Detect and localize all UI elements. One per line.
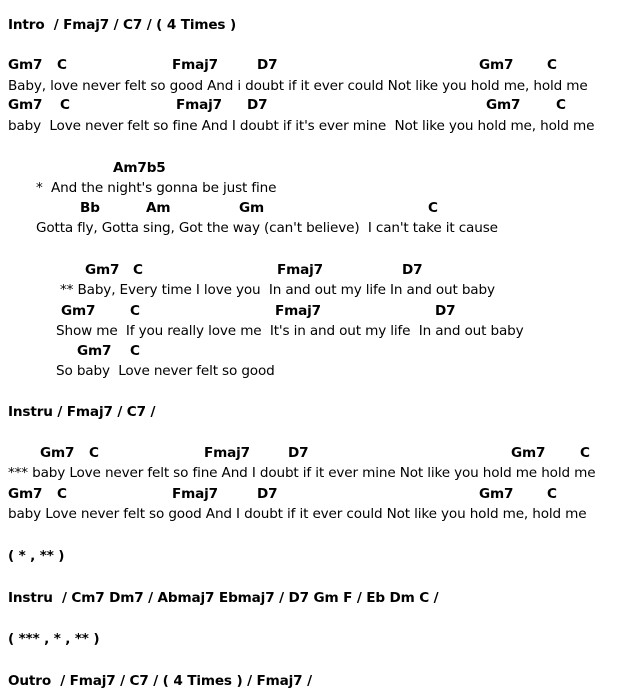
intro-line: Intro / Fmaj7 / C7 / ( 4 Times ) [8, 17, 237, 33]
chord-c: C [556, 97, 566, 113]
chord-fmaj7: Fmaj7 [172, 57, 218, 73]
repeat-marker: ( * , ** ) [8, 548, 65, 564]
chord-c: C [57, 486, 67, 502]
chord-c: C [130, 343, 140, 359]
chord-gm: Gm [239, 200, 265, 216]
chord-fmaj7: Fmaj7 [204, 445, 250, 461]
repeat-marker: ( *** , * , ** ) [8, 631, 100, 647]
chord-c: C [133, 262, 143, 278]
chord-c: C [130, 303, 140, 319]
lyric-line: baby Love never felt so fine And I doubt if it's ever mine Not like you hold me, hold me [8, 118, 595, 134]
instru-line: Instru / Fmaj7 / C7 / [8, 404, 156, 420]
chord-gm7: Gm7 [8, 97, 43, 113]
chord-gm7: Gm7 [8, 486, 43, 502]
chord-gm7: Gm7 [479, 57, 514, 73]
chord-gm7: Gm7 [61, 303, 96, 319]
chord-bb: Bb [80, 200, 100, 216]
chord-c: C [547, 486, 557, 502]
chord-fmaj7: Fmaj7 [277, 262, 323, 278]
chord-gm7: Gm7 [486, 97, 521, 113]
lyric-line: So baby Love never felt so good [56, 363, 275, 379]
chord-gm7: Gm7 [77, 343, 112, 359]
chord-c: C [547, 57, 557, 73]
chord-d7: D7 [402, 262, 423, 278]
chord-am: Am [146, 200, 171, 216]
chord-gm7: Gm7 [85, 262, 120, 278]
chord-c: C [580, 445, 590, 461]
lyric-line: Baby, love never felt so good And i doubt if it ever could Not like you hold me, hold me [8, 78, 588, 94]
lyric-line: Show me If you really love me It's in and out my life In and out baby [56, 323, 524, 339]
chord-fmaj7: Fmaj7 [176, 97, 222, 113]
chord-d7: D7 [247, 97, 268, 113]
chord-d7: D7 [288, 445, 309, 461]
chord-c: C [57, 57, 67, 73]
chord-fmaj7: Fmaj7 [172, 486, 218, 502]
outro-line: Outro / Fmaj7 / C7 / ( 4 Times ) / Fmaj7 / [8, 673, 312, 689]
chord-d7: D7 [435, 303, 456, 319]
chord-am7b5: Am7b5 [113, 160, 166, 176]
lyric-line: * And the night's gonna be just fine [36, 180, 277, 196]
chord-d7: D7 [257, 486, 278, 502]
lyric-line: baby Love never felt so good And I doubt if it ever could Not like you hold me, hold me [8, 506, 587, 522]
lyric-line: Gotta fly, Gotta sing, Got the way (can't believe) I can't take it cause [36, 220, 498, 236]
chord-fmaj7: Fmaj7 [275, 303, 321, 319]
instru-line: Instru / Cm7 Dm7 / Abmaj7 Ebmaj7 / D7 Gm F / Eb Dm C / [8, 590, 439, 606]
chord-c: C [428, 200, 438, 216]
chord-d7: D7 [257, 57, 278, 73]
chord-c: C [60, 97, 70, 113]
lyric-line: ** Baby, Every time I love you In and out my life In and out baby [60, 282, 495, 298]
chord-gm7: Gm7 [479, 486, 514, 502]
chord-c: C [89, 445, 99, 461]
chord-gm7: Gm7 [8, 57, 43, 73]
chord-gm7: Gm7 [511, 445, 546, 461]
lyric-line: *** baby Love never felt so fine And I doubt if it ever mine Not like you hold me hold me [8, 465, 596, 481]
chord-gm7: Gm7 [40, 445, 75, 461]
